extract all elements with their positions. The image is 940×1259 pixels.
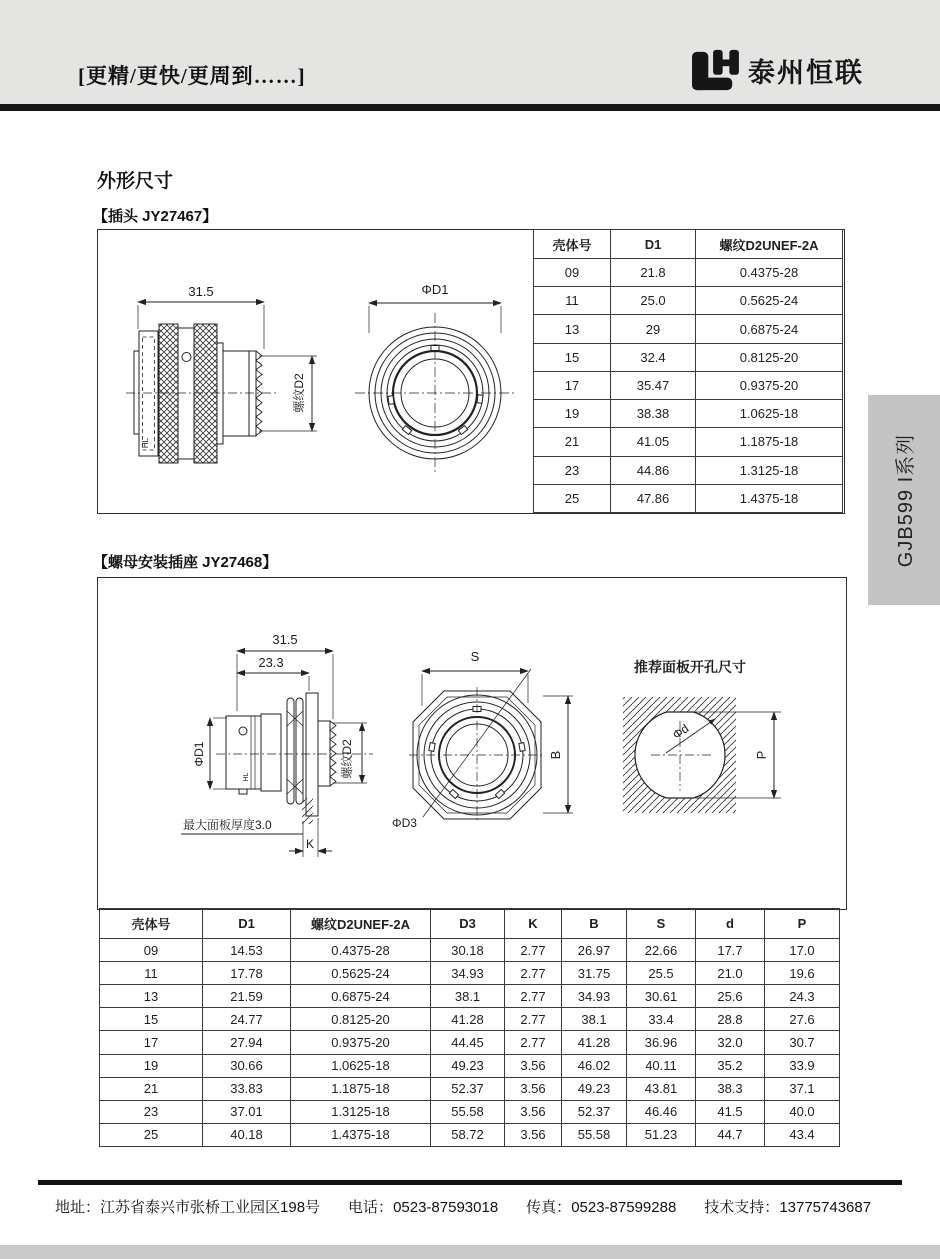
table-cell: 1.1875-18 xyxy=(291,1077,431,1100)
address-label: 地址： xyxy=(55,1199,101,1216)
table-cell: 55.58 xyxy=(431,1100,505,1123)
table-cell: 46.02 xyxy=(562,1054,627,1077)
table-row xyxy=(534,400,843,428)
series-label: GJB599 I系列 xyxy=(895,433,918,567)
table-cell: 32.4 xyxy=(611,343,696,371)
table-cell: 2.77 xyxy=(505,939,562,962)
table-cell: 44.45 xyxy=(431,1031,505,1054)
table-cell: 21 xyxy=(534,428,611,456)
section-title-plug: 【插头 JY27467】 xyxy=(93,208,218,225)
table-cell: 32.0 xyxy=(696,1031,765,1054)
table-cell: 2.77 xyxy=(505,1031,562,1054)
column-header: D1 xyxy=(203,909,291,939)
table-cell: 55.58 xyxy=(562,1123,627,1146)
table-cell: 15 xyxy=(100,1008,203,1031)
table-cell: 37.1 xyxy=(765,1077,840,1100)
table-cell: 1.0625-18 xyxy=(696,400,843,428)
table-row xyxy=(534,343,843,371)
table-cell: 30.61 xyxy=(627,985,696,1008)
table-cell: 47.86 xyxy=(611,484,696,512)
table-cell: 35.2 xyxy=(696,1054,765,1077)
table-cell: 40.11 xyxy=(627,1054,696,1077)
table-cell: 0.6875-24 xyxy=(696,315,843,343)
column-header: S xyxy=(627,909,696,939)
table-cell: 21 xyxy=(100,1077,203,1100)
table-cell: 40.0 xyxy=(765,1100,840,1123)
table-cell: 25 xyxy=(534,484,611,512)
table-cell: 17.0 xyxy=(765,939,840,962)
table-cell: 25.0 xyxy=(611,287,696,315)
table-cell: 43.81 xyxy=(627,1077,696,1100)
table-cell: 11 xyxy=(100,962,203,985)
table-cell: 0.4375-28 xyxy=(696,259,843,287)
table-cell: 0.6875-24 xyxy=(291,985,431,1008)
table-cell: 13 xyxy=(534,315,611,343)
plug-side-view-drawing xyxy=(101,271,341,501)
table-cell: 1.0625-18 xyxy=(291,1054,431,1077)
dim-31-5-label: 31.5 xyxy=(188,284,214,299)
brand-logo xyxy=(690,48,864,92)
table-cell: 25.6 xyxy=(696,985,765,1008)
series-side-tab xyxy=(868,395,940,605)
table-cell: 2.77 xyxy=(505,1008,562,1031)
socket-front-view-drawing xyxy=(391,631,611,861)
table-row xyxy=(534,287,843,315)
support-label: 技术支持： xyxy=(704,1199,780,1216)
dim-phi-d1-label: ΦD1 xyxy=(421,282,449,297)
table-cell: 41.28 xyxy=(562,1031,627,1054)
table-cell: 28.8 xyxy=(696,1008,765,1031)
column-header: 壳体号 xyxy=(100,909,203,939)
table-cell: 24.77 xyxy=(203,1008,291,1031)
table-cell: 23 xyxy=(100,1100,203,1123)
dim-phi-d-label: Φd xyxy=(670,721,692,743)
table-cell: 30.66 xyxy=(203,1054,291,1077)
table-row xyxy=(100,1054,840,1077)
dim-s-label: S xyxy=(470,649,480,664)
lh-logo-icon xyxy=(690,48,740,92)
table-cell: 24.3 xyxy=(765,985,840,1008)
table-cell: 0.9375-20 xyxy=(696,371,843,399)
plug-front-view-drawing xyxy=(341,271,541,501)
table-cell: 0.4375-28 xyxy=(291,939,431,962)
socket-dimension-table xyxy=(99,908,840,1147)
table-cell: 41.5 xyxy=(696,1100,765,1123)
table-cell: 1.4375-18 xyxy=(291,1123,431,1146)
table-cell: 33.4 xyxy=(627,1008,696,1031)
page-title: 外形尺寸 xyxy=(97,171,174,192)
phone-label: 电话： xyxy=(348,1199,394,1216)
table-cell: 3.56 xyxy=(505,1100,562,1123)
table-cell: 23 xyxy=(534,456,611,484)
table-cell: 52.37 xyxy=(431,1077,505,1100)
dim-b-label: B xyxy=(548,750,563,760)
support-value: 13775743687 xyxy=(779,1199,872,1216)
table-cell: 52.37 xyxy=(562,1100,627,1123)
table-header-row xyxy=(100,909,840,939)
table-row xyxy=(534,315,843,343)
footer-rule xyxy=(38,1180,902,1185)
table-row xyxy=(100,939,840,962)
table-cell: 43.4 xyxy=(765,1123,840,1146)
table-cell: 19 xyxy=(100,1054,203,1077)
table-cell: 25.5 xyxy=(627,962,696,985)
address-value: 江苏省泰兴市张桥工业园区198号 xyxy=(100,1199,321,1216)
table-cell: 44.86 xyxy=(611,456,696,484)
table-cell: 19.6 xyxy=(765,962,840,985)
table-cell: 44.7 xyxy=(696,1123,765,1146)
shell-mark-label: HL xyxy=(243,772,250,782)
table-cell: 29 xyxy=(611,315,696,343)
table-cell: 11 xyxy=(534,287,611,315)
table-cell: 38.38 xyxy=(611,400,696,428)
table-cell: 15 xyxy=(534,343,611,371)
table-cell: 27.94 xyxy=(203,1031,291,1054)
header-slogan: [更精/更快/更周到……] xyxy=(78,64,306,88)
table-row xyxy=(100,985,840,1008)
panel-cutout-title: 推荐面板开孔尺寸 xyxy=(634,659,746,675)
table-row xyxy=(100,1008,840,1031)
table-row xyxy=(534,428,843,456)
table-cell: 49.23 xyxy=(562,1077,627,1100)
table-cell: 0.5625-24 xyxy=(696,287,843,315)
panel-thickness-note: 最大面板厚度3.0 xyxy=(183,818,272,832)
column-header: B xyxy=(562,909,627,939)
dim-23-3-label: 23.3 xyxy=(258,655,284,670)
section-title-socket: 【螺母安装插座 JY27468】 xyxy=(93,554,278,571)
table-cell: 21.8 xyxy=(611,259,696,287)
table-cell: 41.28 xyxy=(431,1008,505,1031)
shell-mark-label: HL xyxy=(141,437,150,449)
table-cell: 09 xyxy=(534,259,611,287)
table-row xyxy=(100,962,840,985)
table-cell: 17 xyxy=(534,371,611,399)
table-cell: 0.5625-24 xyxy=(291,962,431,985)
table-cell: 30.18 xyxy=(431,939,505,962)
table-cell: 41.05 xyxy=(611,428,696,456)
column-header: 螺纹D2UNEF-2A xyxy=(696,230,843,259)
table-header-row xyxy=(534,230,843,259)
table-cell: 2.77 xyxy=(505,985,562,1008)
footer-contact-line xyxy=(55,1196,915,1217)
column-header: P xyxy=(765,909,840,939)
dim-p-label: P xyxy=(754,750,769,760)
table-cell: 0.8125-20 xyxy=(291,1008,431,1031)
table-cell: 3.56 xyxy=(505,1077,562,1100)
table-cell: 1.1875-18 xyxy=(696,428,843,456)
table-cell: 40.18 xyxy=(203,1123,291,1146)
phone-value: 0523-87593018 xyxy=(393,1199,499,1216)
brand-name: 泰州恒联 xyxy=(748,57,864,88)
table-cell: 34.93 xyxy=(431,962,505,985)
table-cell: 34.93 xyxy=(562,985,627,1008)
column-header: D3 xyxy=(431,909,505,939)
table-cell: 37.01 xyxy=(203,1100,291,1123)
table-cell: 33.9 xyxy=(765,1054,840,1077)
table-cell: 1.3125-18 xyxy=(291,1100,431,1123)
table-cell: 38.3 xyxy=(696,1077,765,1100)
thread-d2-label: 螺纹D2 xyxy=(292,373,306,413)
table-cell: 33.83 xyxy=(203,1077,291,1100)
table-row xyxy=(100,1100,840,1123)
bottom-strip xyxy=(0,1245,940,1259)
table-cell: 31.75 xyxy=(562,962,627,985)
table-cell: 38.1 xyxy=(431,985,505,1008)
table-cell: 17.7 xyxy=(696,939,765,962)
table-cell: 22.66 xyxy=(627,939,696,962)
header-rule xyxy=(0,104,940,111)
column-header: 螺纹D2UNEF-2A xyxy=(291,909,431,939)
table-cell: 3.56 xyxy=(505,1123,562,1146)
table-cell: 0.9375-20 xyxy=(291,1031,431,1054)
table-cell: 1.4375-18 xyxy=(696,484,843,512)
table-cell: 36.96 xyxy=(627,1031,696,1054)
table-cell: 21.59 xyxy=(203,985,291,1008)
column-header: 壳体号 xyxy=(534,230,611,259)
socket-drawing-box xyxy=(97,577,847,910)
table-cell: 09 xyxy=(100,939,203,962)
column-header: K xyxy=(505,909,562,939)
dim-phi-d1-label: ΦD1 xyxy=(192,741,206,767)
table-cell: 21.0 xyxy=(696,962,765,985)
table-cell: 3.56 xyxy=(505,1054,562,1077)
fax-label: 传真： xyxy=(526,1199,572,1216)
fax-value: 0523-87599288 xyxy=(571,1199,677,1216)
table-cell: 25 xyxy=(100,1123,203,1146)
thread-d2-label: 螺纹D2 xyxy=(340,739,354,779)
table-cell: 19 xyxy=(534,400,611,428)
table-cell: 35.47 xyxy=(611,371,696,399)
table-cell: 49.23 xyxy=(431,1054,505,1077)
table-row xyxy=(100,1077,840,1100)
table-cell: 27.6 xyxy=(765,1008,840,1031)
table-cell: 0.8125-20 xyxy=(696,343,843,371)
table-cell: 46.46 xyxy=(627,1100,696,1123)
table-cell: 58.72 xyxy=(431,1123,505,1146)
dim-k-label: K xyxy=(305,837,315,851)
table-cell: 51.23 xyxy=(627,1123,696,1146)
table-row xyxy=(534,484,843,512)
table-cell: 30.7 xyxy=(765,1031,840,1054)
table-row xyxy=(534,371,843,399)
panel-cutout-drawing xyxy=(611,641,841,841)
table-cell: 2.77 xyxy=(505,962,562,985)
plug-dimension-table xyxy=(533,229,843,513)
table-row xyxy=(534,259,843,287)
socket-side-view-drawing xyxy=(151,611,401,891)
table-cell: 17 xyxy=(100,1031,203,1054)
column-header: d xyxy=(696,909,765,939)
dim-31-5-label: 31.5 xyxy=(272,632,298,647)
table-row xyxy=(100,1031,840,1054)
dim-phi-d3-label: ΦD3 xyxy=(392,816,417,830)
table-cell: 1.3125-18 xyxy=(696,456,843,484)
table-cell: 38.1 xyxy=(562,1008,627,1031)
column-header: D1 xyxy=(611,230,696,259)
table-cell: 14.53 xyxy=(203,939,291,962)
table-row xyxy=(100,1123,840,1146)
table-row xyxy=(534,456,843,484)
table-cell: 26.97 xyxy=(562,939,627,962)
table-cell: 13 xyxy=(100,985,203,1008)
table-cell: 17.78 xyxy=(203,962,291,985)
